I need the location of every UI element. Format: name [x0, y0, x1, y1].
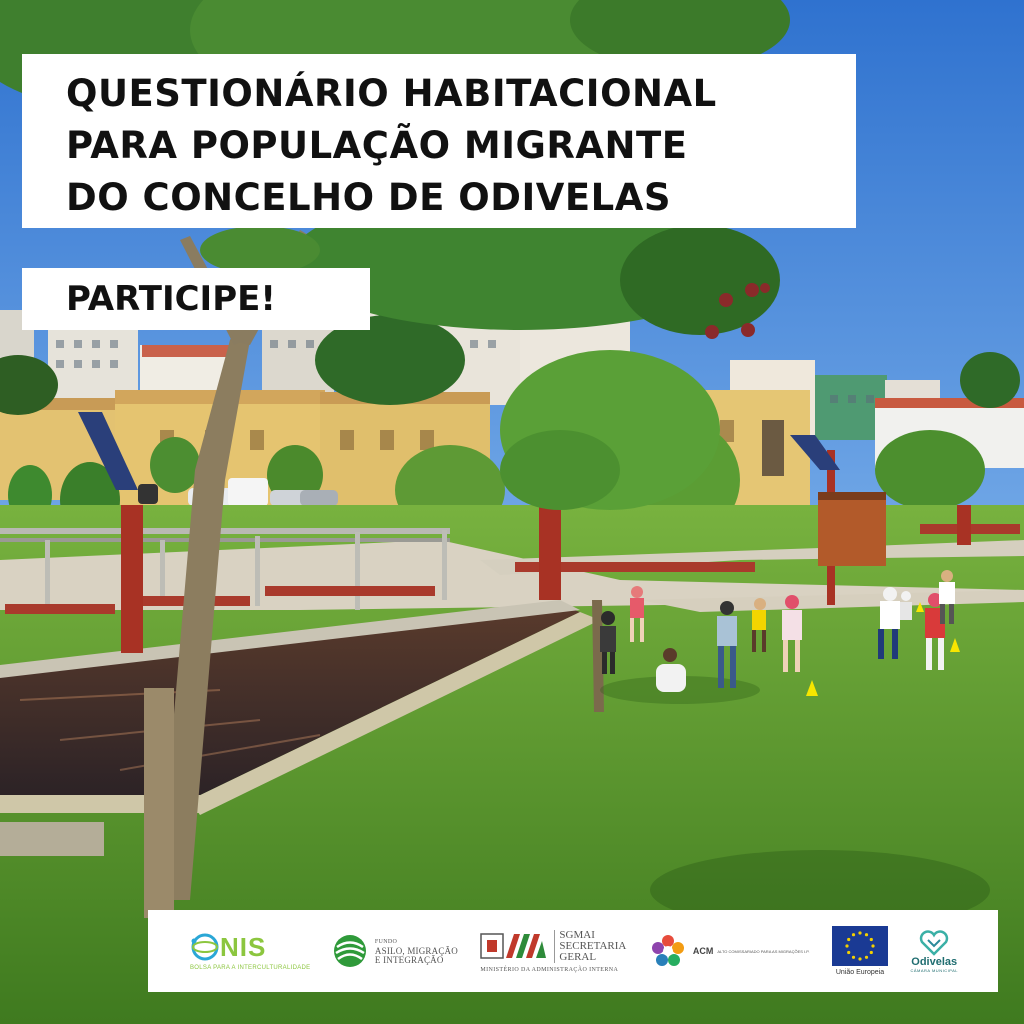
logo-acm [649, 932, 810, 970]
kiosk [818, 496, 886, 566]
sgmai-ministry: MINISTÉRIO DA ADMINISTRAÇÃO INTERNA [480, 966, 619, 973]
logo-european-union [832, 926, 888, 976]
onis-name: NIS [220, 931, 267, 962]
sgmai-line-3: GERAL [559, 950, 597, 963]
fundo-line-1: FUNDO [374, 938, 398, 945]
odivelas-name: Odivelas [911, 955, 958, 968]
participate-banner [22, 268, 370, 330]
eu-flag-icon [832, 926, 888, 966]
logo-odivelas [910, 930, 958, 973]
title-line-1: QUESTIONÁRIO HABITACIONAL [66, 72, 717, 115]
sgmai-line-2: SECRETARIA [559, 939, 627, 952]
stone-block [0, 822, 104, 856]
sgmai-line-1: SGMAI [559, 928, 595, 941]
odivelas-subtitle: CÂMARA MUNICIPAL [910, 967, 958, 973]
acm-flower-icon [649, 932, 687, 970]
amif-emblem-icon [333, 934, 367, 968]
eu-label: União Europeia [835, 969, 885, 976]
globe-icon [190, 932, 220, 962]
title-line-2: PARA POPULAÇÃO MIGRANTE [66, 124, 688, 167]
participate-label: PARTICIPE! [66, 279, 276, 319]
portugal-shield-icon [480, 931, 550, 961]
sponsor-logos-strip [148, 910, 998, 992]
logo-sgmai [480, 930, 626, 973]
logo-fundo-amif [333, 934, 458, 968]
title-line-3: DO CONCELHO DE ODIVELAS [66, 176, 671, 219]
acm-subtitle: ALTO COMISSARIADO PARA AS MIGRAÇÕES I.P. [717, 948, 810, 954]
fundo-line-3: E INTEGRAÇÃO [374, 954, 444, 965]
heart-icon [919, 930, 949, 956]
acm-name: ACM [692, 946, 714, 956]
onis-subtitle: BOLSA PARA A INTERCULTURALIDADE [190, 964, 311, 971]
wooden-post [144, 688, 174, 918]
fundo-line-2: ASILO, MIGRAÇÃO [374, 945, 458, 956]
logo-onis [190, 932, 310, 971]
title-banner [22, 54, 856, 228]
